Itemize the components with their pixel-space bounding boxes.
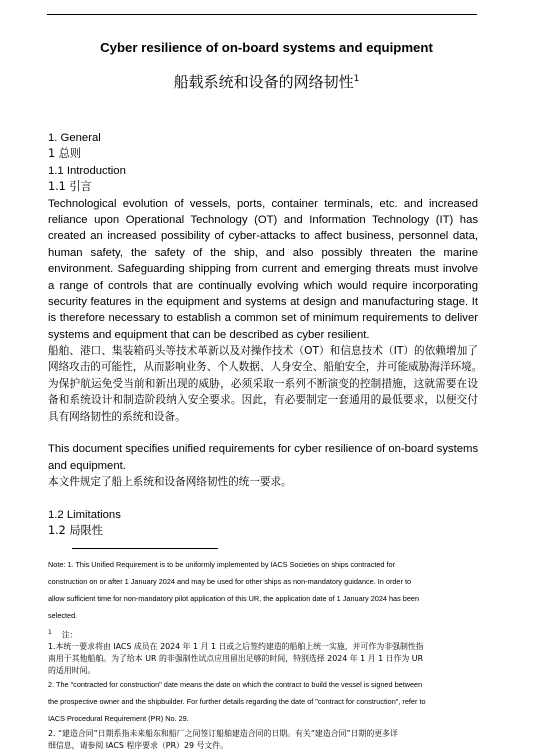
subsection-heading-introduction-zh: 1.1 引言	[48, 180, 92, 194]
paragraph-line: created an increased possibility of cyber-attacks to affect business, personnel data,	[48, 230, 478, 243]
paragraph-line: security features in the equipment and systems at design and manufacturing stage. It	[48, 295, 478, 308]
paragraph-line: Technological evolution of vessels, ports, container terminals, etc. and increased	[48, 197, 478, 210]
footnote-line: Note: 1. This Unified Requirement is to be uniformly implemented by IACS Societies on ships contracted for	[48, 560, 396, 569]
document-title-zh-text: 船载系统和设备的网络韧性	[173, 73, 354, 91]
paragraph-spacer	[48, 491, 478, 507]
document-body	[48, 130, 483, 540]
footnote-1-en	[48, 557, 480, 625]
section-heading-general-zh: 1 总则	[48, 147, 82, 161]
footnote-marker: 1	[48, 628, 52, 636]
footnote-line: 2. The "contracted for construction" date means the date on which the contract to build the vessel is signed between	[48, 680, 423, 690]
paragraph-line: and equipment.	[48, 459, 126, 472]
footnote-marker: 1	[353, 74, 360, 84]
section-heading-general-en: 1. General	[48, 132, 101, 144]
footnote-line: allow sufficient time for non-mandatory pilot application of this UR, the application date of 1 January 2024 has been	[48, 593, 420, 603]
paragraph-line: environment. Safeguarding shipping from current and emerging threats must involve	[48, 263, 478, 276]
subsection-heading-limitations-en: 1.2 Limitations	[48, 508, 121, 521]
document-title-zh	[0, 71, 533, 92]
paragraph-line: reliance upon Operational Technology (OT) and Information Technology (IT) has	[48, 213, 478, 226]
footnote-line: 细信息，请参阅 IACS 程序要求（PR）29 号文件。	[48, 740, 229, 750]
footnote-1-zh	[48, 641, 480, 678]
subsection-heading-limitations-zh: 1.2 局限性	[48, 524, 103, 538]
header-rule	[47, 14, 477, 15]
paragraph-line: This document specifies unified requirements for cyber resilience of on-board systems	[48, 443, 479, 456]
subsection-heading-introduction-en: 1.1 Introduction	[48, 164, 126, 177]
paragraph-spacer	[48, 425, 478, 441]
document-title-en: Cyber resilience of on-board systems and equipment	[100, 40, 433, 55]
scope-paragraph-en	[48, 441, 478, 474]
paragraph-line: 备和系统设计和制造阶段纳入安全要求。因此，有必要制定一套通用的最低要求，以便交付	[48, 394, 478, 407]
paragraph-line: 具有网络韧性的系统和设备。	[48, 410, 186, 423]
footnote-line: 的适用时间。	[48, 665, 96, 675]
paragraph-line: 为保护航运免受当前和新出现的威胁，必须采取一系列不断演变的控制措施，这就需要在设	[48, 377, 478, 390]
paragraph-line: 网络攻击的可能性，从而影响业务、个人数据、人身安全、船舶安全，并可能威胁海洋环境。	[48, 361, 483, 374]
footnote-line: the prospective owner and the shipbuilder. For further details regarding the date of "contract for construction", refer to	[48, 697, 426, 707]
scope-paragraph-zh: 本文件规定了船上系统和设备网络韧性的统一要求。	[48, 476, 292, 489]
footnote-label: 注：	[61, 630, 78, 640]
footnote-note-label-zh	[48, 625, 480, 641]
introduction-paragraph-en	[48, 196, 478, 344]
footnote-2-en	[48, 677, 480, 728]
paragraph-line: a range of controls that are continually evolving which would require incorporating	[48, 279, 478, 292]
footnote-line: 南用于其他船舶。为了给本 UR 的非强制性试点应用留出足够的时间，特别选择 2024 年 1 月 1 日作为 UR	[48, 653, 424, 663]
footnote-line: 2. “建造合同”日期系指未来船东和船厂之间签订船舶建造合同的日期。有关“建造合同”日期的更多详	[48, 728, 398, 738]
footnote-2-zh	[48, 728, 480, 752]
footnote-rule	[72, 548, 218, 549]
footnotes	[48, 557, 480, 752]
footnote-line: construction on or after 1 January 2024 and may be used for other ships as non-mandatory guidance. In order to	[48, 576, 412, 586]
footnote-line: selected.	[48, 610, 78, 620]
footnote-line: 1.本统一要求将由 IACS 成员在 2024 年 1 月 1 日或之后签约建造的船舶上统一实施，并可作为非强制性指	[48, 641, 424, 651]
introduction-paragraph-zh	[48, 343, 483, 425]
paragraph-line: 船舶、港口、集装箱码头等技术革新以及对操作技术（OT）和信息技术（IT）的依赖增加了	[48, 345, 478, 358]
paragraph-line: human safety, the safety of the ship, and also possibly threaten the marine	[48, 246, 478, 259]
footnote-line: IACS Procedural Requirement (PR) No. 29.	[48, 713, 189, 723]
paragraph-line: is therefore necessary to establish a common set of minimum requirements to deliver	[48, 312, 478, 325]
paragraph-line: systems and equipment that can be described as cyber resilient.	[48, 328, 370, 341]
